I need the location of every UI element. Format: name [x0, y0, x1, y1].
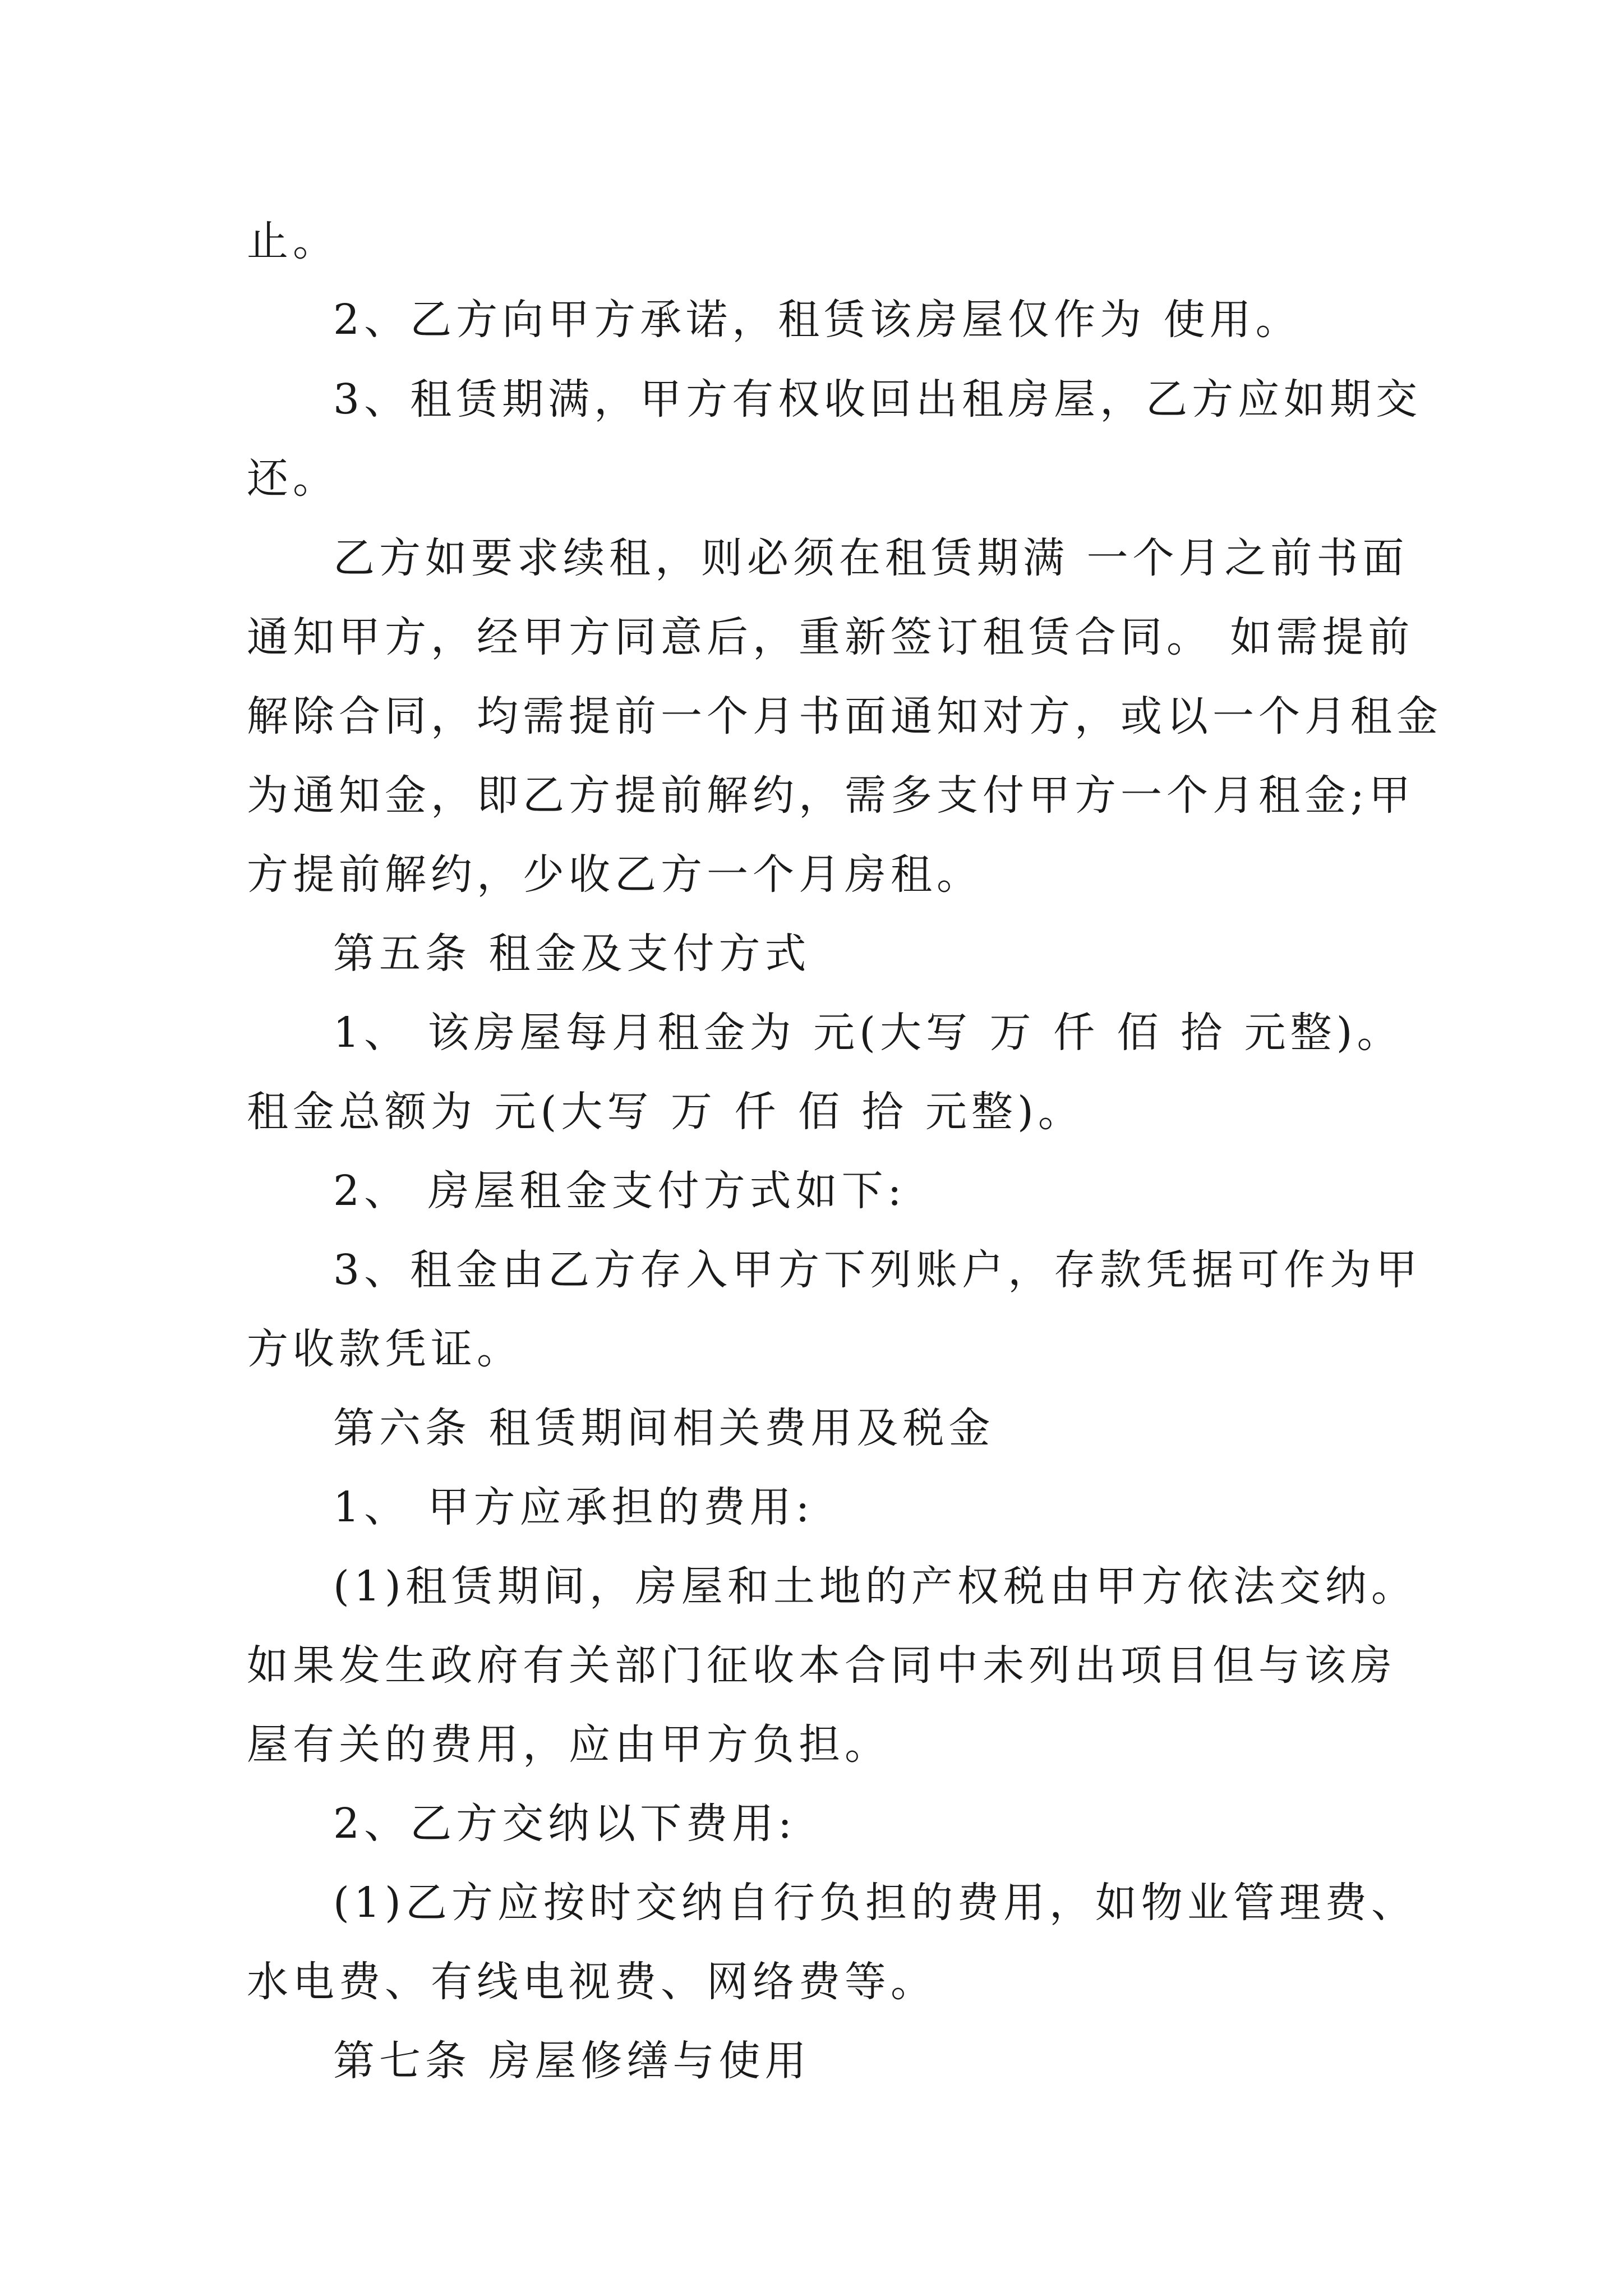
paragraph-line: 方收款凭证。: [247, 1325, 523, 1373]
article-heading: 第五条 租金及支付方式: [333, 930, 811, 978]
article-heading: 第七条 房屋修缮与使用: [333, 2037, 811, 2085]
paragraph-line: 1、 该房屋每月租金为 元(大写 万 仟 佰 拾 元整)。: [333, 1009, 1403, 1057]
paragraph-line: 为通知金，即乙方提前解约，需多支付甲方一个月租金;甲: [247, 771, 1415, 820]
paragraph-line: 2、乙方向甲方承诺，租赁该房屋仅作为 使用。: [333, 296, 1302, 344]
paragraph-line: 方提前解约，少收乙方一个月房租。: [247, 850, 983, 899]
paragraph-line: 2、乙方交纳以下费用:: [333, 1800, 797, 1848]
paragraph-line: 2、 房屋租金支付方式如下:: [333, 1167, 906, 1215]
paragraph-line: 3、租赁期满，甲方有权收回出租房屋，乙方应如期交: [333, 375, 1422, 424]
article-heading: 第六条 租赁期间相关费用及税金: [333, 1404, 995, 1452]
paragraph-line: 租金总额为 元(大写 万 仟 佰 拾 元整)。: [247, 1088, 1084, 1136]
paragraph-line: 1、 甲方应承担的费用:: [333, 1483, 814, 1531]
paragraph-line: 水电费、有线电视费、网络费等。: [247, 1958, 937, 2006]
paragraph-line: (1)乙方应按时交纳自行负担的费用，如物业管理费、: [333, 1879, 1417, 1927]
paragraph-line: 还。: [247, 454, 339, 503]
paragraph-line: 3、租金由乙方存入甲方下列账户，存款凭据可作为甲: [333, 1246, 1422, 1294]
paragraph-line: 乙方如要求续租，则必须在租赁期满 一个月之前书面: [333, 534, 1409, 582]
paragraph-line: 解除合同，均需提前一个月书面通知对方，或以一个月租金: [247, 692, 1442, 740]
paragraph-line: 止。: [247, 217, 339, 265]
paragraph-line: 通知甲方，经甲方同意后，重新签订租赁合同。 如需提前: [247, 613, 1414, 661]
paragraph-line: 如果发生政府有关部门征收本合同中未列出项目但与该房: [247, 1641, 1396, 1690]
paragraph-line: 屋有关的费用，应由甲方负担。: [247, 1720, 891, 1769]
paragraph-line: (1)租赁期间，房屋和土地的产权税由甲方依法交纳。: [333, 1562, 1417, 1611]
